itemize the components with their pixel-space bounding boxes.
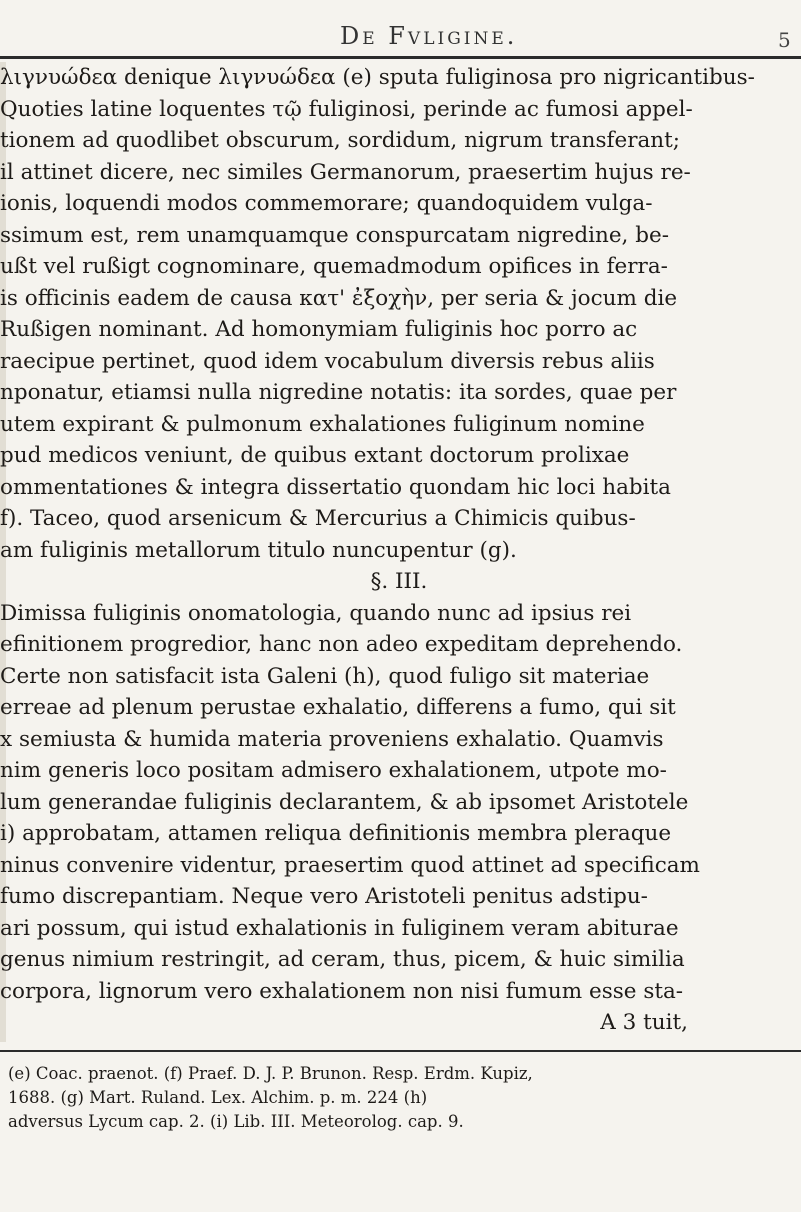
text-line: nim generis loco positam admisero exhalationem, utpote mo- [0, 758, 667, 783]
page-signature-mark: 5 [778, 28, 791, 52]
text-line: ari possum, qui istud exhalationis in fuliginem veram abiturae [0, 915, 679, 941]
text-line: λιγνυώδεα denique λιγνυώδεα (e) sputa fuliginosa pro nigricantibus- [0, 65, 755, 90]
text-line: pud medicos veniunt, de quibus extant doctorum prolixae [0, 443, 630, 468]
footnote-line: adversus Lycum cap. 2. (i) Lib. III. Meteorolog. cap. 9. [8, 1112, 464, 1131]
text-line: Certe non satisfacit ista Galeni (h), quod fuligo sit materiae [0, 663, 650, 689]
header-rule [0, 56, 801, 59]
footnotes [8, 1062, 793, 1134]
text-line: lum generandae fuliginis declarantem, & ab ipsomet Aristotele [0, 789, 689, 815]
text-line: fumo discrepantiam. Neque vero Aristoteli penitus adstipu- [0, 884, 648, 909]
text-line: il attinet dicere, nec similes Germanorum, praesertim hujus re- [0, 159, 691, 185]
text-line: ußt vel rußigt cognominare, quemadmodum opifices in ferra- [0, 254, 668, 279]
text-line: am fuliginis metallorum titulo nuncupentur (g). [0, 537, 517, 563]
section-heading: §. III. [370, 569, 428, 594]
text-line: Quoties latine loquentes τῷ fuliginosi, perinde ac fumosi appel- [0, 96, 693, 122]
text-line: erreae ad plenum perustae exhalatio, differens a fumo, qui sit [0, 695, 676, 720]
footnote-rule [0, 1050, 801, 1052]
text-line: ssimum est, rem unamquamque conspurcatam nigredine, be- [0, 222, 669, 248]
text-line: ninus convenire videntur, praesertim quod attinet ad specificam [0, 852, 700, 878]
text-line: corpora, lignorum vero exhalationem non nisi fumum esse sta- [0, 978, 684, 1004]
text-line: i) approbatam, attamen reliqua definitionis membra pleraque [0, 821, 672, 846]
text-line: ionis, loquendi modos commemorare; quandoquidem vulga- [0, 191, 653, 216]
text-line: raecipue pertinet, quod idem vocabulum diversis rebus aliis [0, 348, 655, 374]
main-text [0, 62, 798, 1039]
text-line: is officinis eadem de causa κατ' ἐξοχὴν, per seria & jocum die [0, 285, 678, 311]
text-line: x semiusta & humida materia proveniens exhalatio. Quamvis [0, 726, 664, 752]
text-line: ommentationes & integra dissertatio quondam hic loci habita [0, 474, 671, 500]
running-title: De Fvligine. [340, 22, 518, 50]
text-line: nponatur, etiamsi nulla nigredine notatis: ita sordes, quae per [0, 380, 677, 405]
footnote-line: (e) Coac. praenot. (f) Praef. D. J. P. Brunon. Resp. Erdm. Kupiz, [8, 1064, 533, 1083]
page-header [0, 20, 801, 60]
signature-catchword-line: A 3 tuit, [600, 1010, 688, 1035]
text-line: efinitionem progredior, hanc non adeo expeditam deprehendo. [0, 632, 683, 657]
text-line: utem expirant & pulmonum exhalationes fuliginum nomine [0, 411, 645, 437]
footnote-line: 1688. (g) Mart. Ruland. Lex. Alchim. p. m. 224 (h) [8, 1088, 428, 1107]
text-line: f). Taceo, quod arsenicum & Mercurius a Chimicis quibus- [0, 506, 636, 531]
text-line: Rußigen nominant. Ad homonymiam fuliginis hoc porro ac [0, 317, 638, 342]
text-line: tionem ad quodlibet obscurum, sordidum, nigrum transferant; [0, 128, 681, 153]
text-line: Dimissa fuliginis onomatologia, quando nunc ad ipsius rei [0, 600, 632, 626]
text-line: genus nimium restringit, ad ceram, thus, picem, & huic similia [0, 947, 685, 972]
